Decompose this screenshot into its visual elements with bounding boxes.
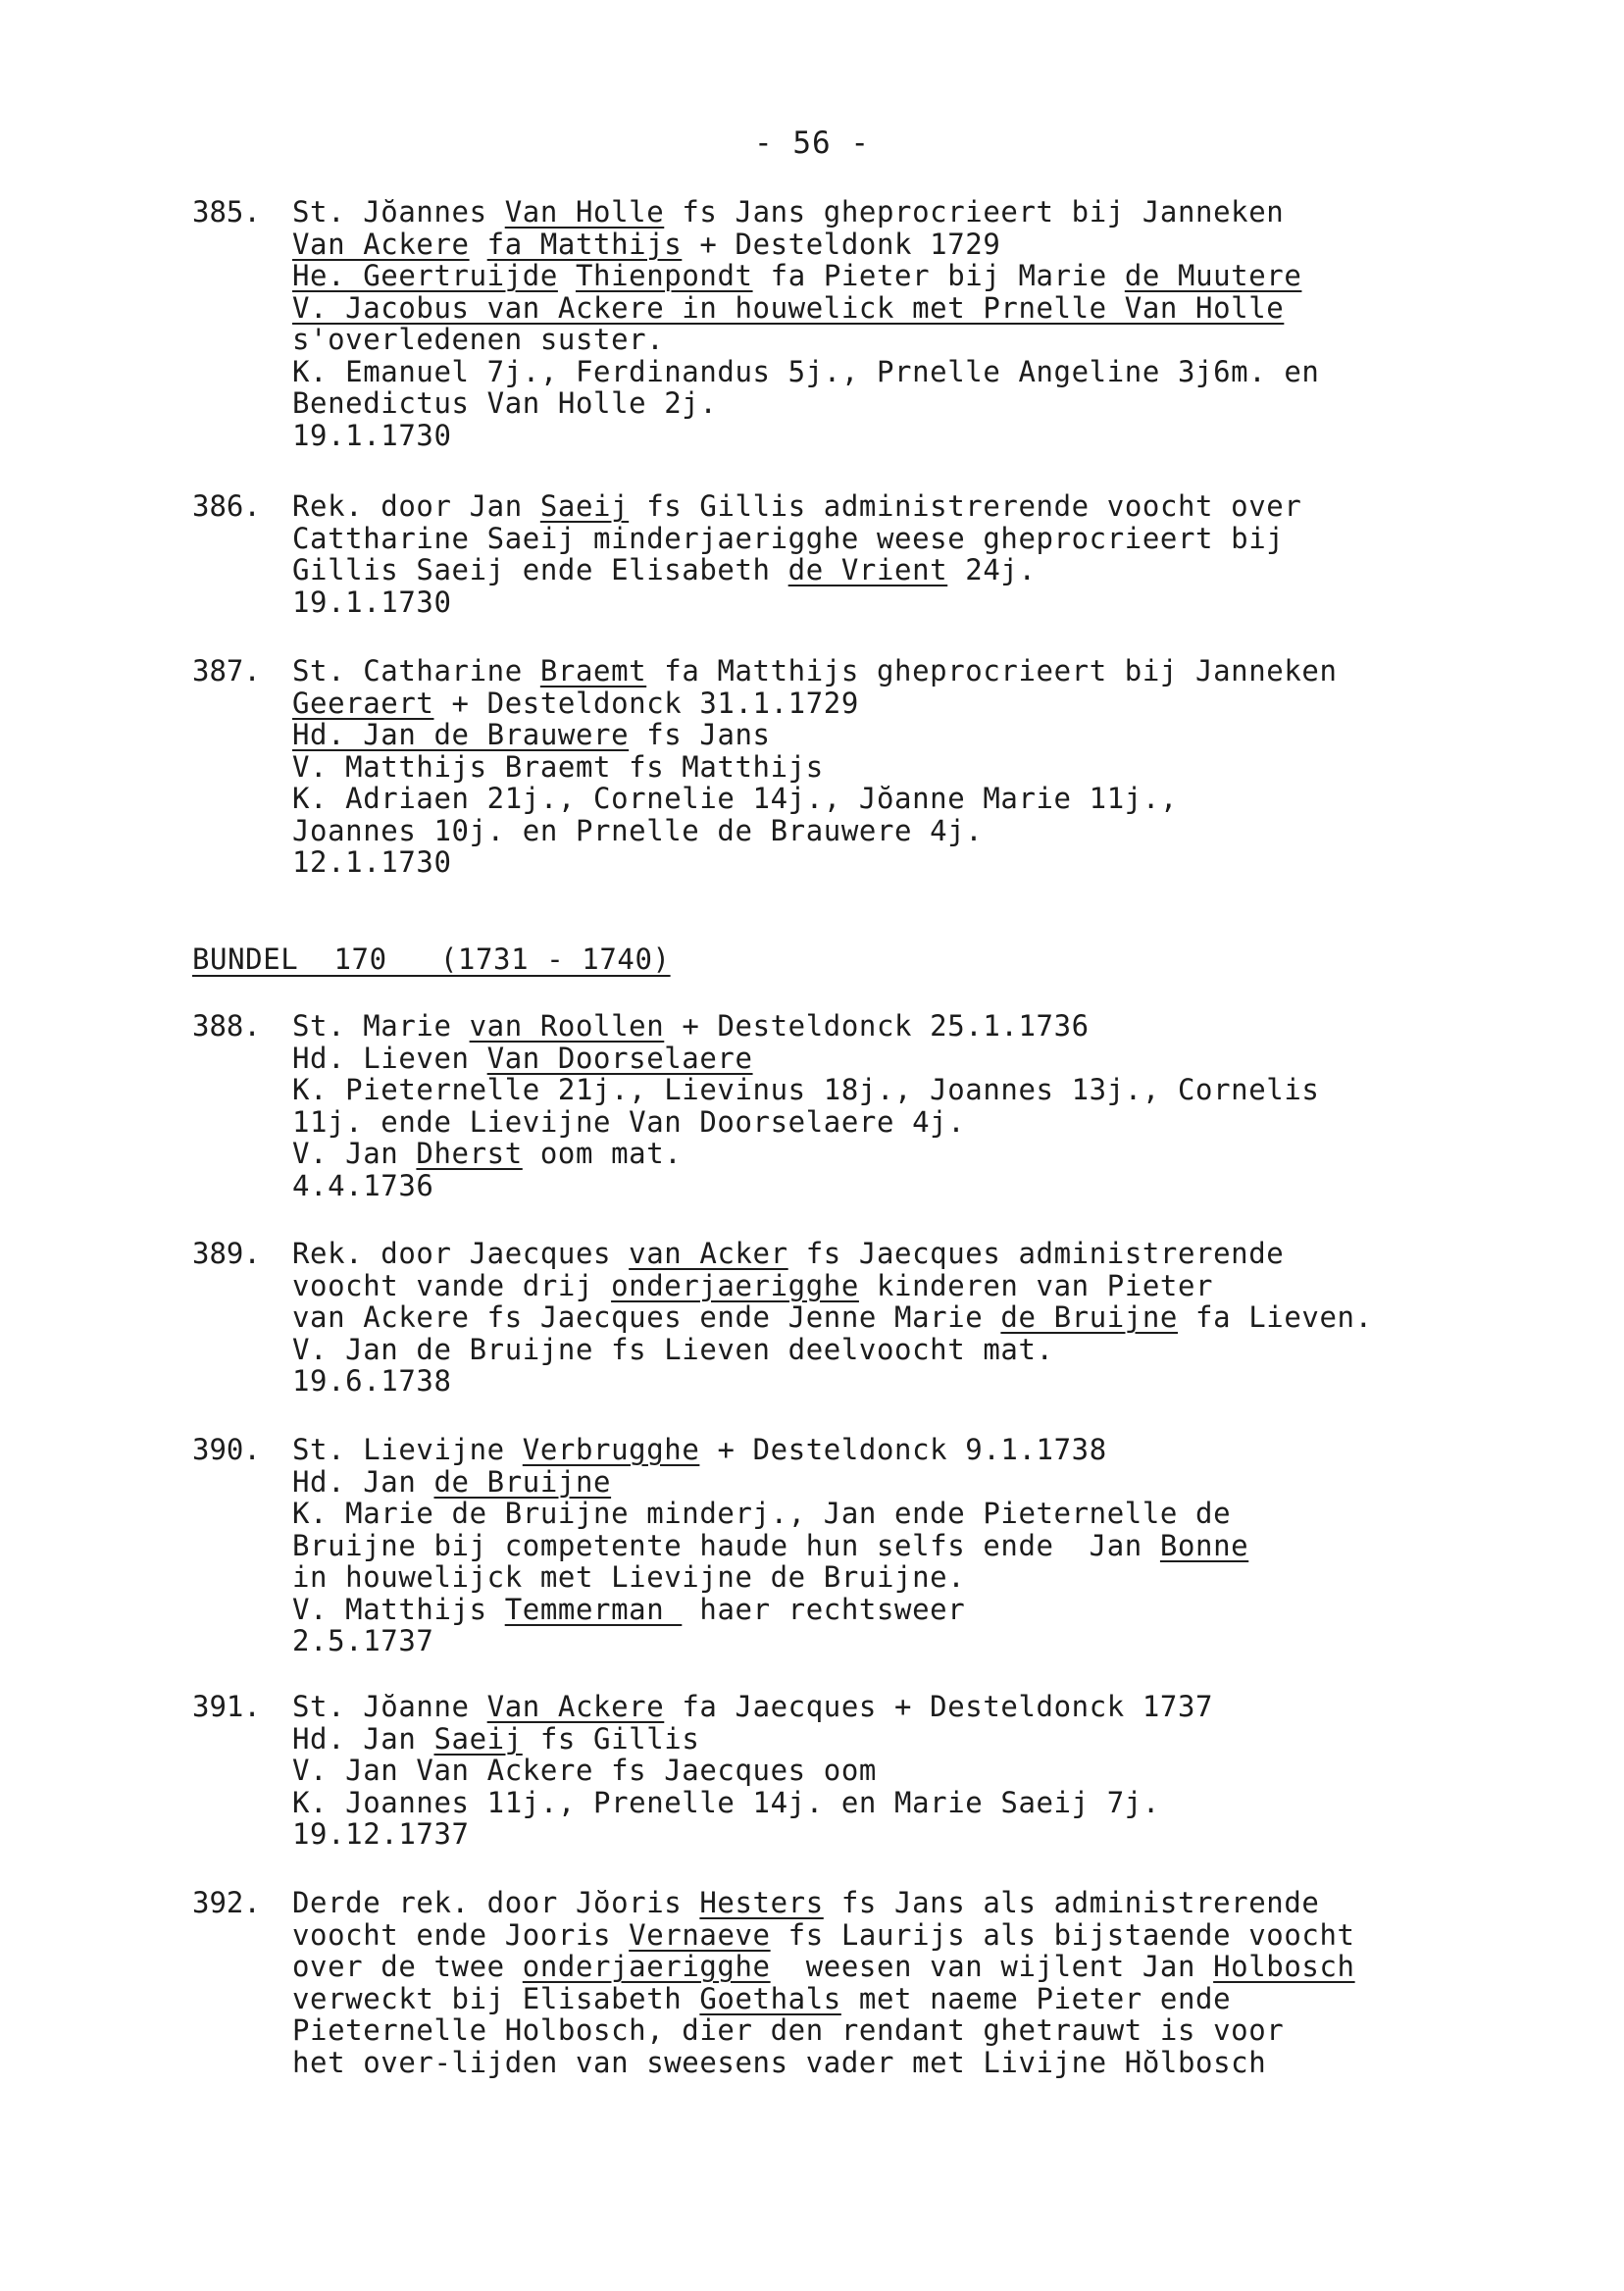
- text-segment: 19.6.1738: [292, 1364, 452, 1398]
- entry-line: [292, 1301, 1373, 1334]
- entry-number: 392.: [192, 1886, 261, 1919]
- text-segment: over de twee: [292, 1950, 523, 1983]
- text-segment: fs Jans als administrerende: [823, 1886, 1320, 1919]
- entry-line: [292, 1170, 1319, 1202]
- underlined-name: Vernaeve: [629, 1917, 771, 1952]
- text-segment: + Desteldonk 1729: [682, 227, 1001, 261]
- text-segment: fs Jaecques administrerende: [787, 1237, 1285, 1270]
- text-segment: fs Gillis administrerende voocht over: [629, 489, 1302, 523]
- underlined-name: onderjaerigghe: [522, 1950, 771, 1983]
- text-segment: V. Matthijs Braemt fs Matthijs: [292, 749, 824, 784]
- text-segment: St. Lievijne: [292, 1433, 523, 1466]
- entry-body: [292, 655, 1338, 879]
- entry-line: [292, 229, 1319, 261]
- entry-line: [292, 387, 1319, 420]
- entry-line: [292, 1530, 1248, 1562]
- text-segment: fa Pieter bij Marie: [752, 259, 1125, 292]
- underlined-name: Thienpondt: [575, 259, 753, 292]
- entry-line: [292, 523, 1301, 555]
- entry-line: [292, 751, 1338, 784]
- text-segment: 2.5.1737: [292, 1624, 434, 1657]
- entry-number: 386.: [192, 489, 261, 523]
- text-segment: fs Laurijs als bijstaende voocht: [770, 1917, 1355, 1952]
- underlined-name: de Bruijne: [1000, 1300, 1178, 1334]
- underlined-name: Van Ackere: [292, 227, 470, 261]
- text-segment: in houwelijck met Lievijne de Bruijne.: [292, 1560, 966, 1594]
- text-segment: Bruijne bij competente haude hun selfs ende Jan: [292, 1528, 1160, 1562]
- entry-line: [292, 1010, 1319, 1043]
- underlined-name: de Muutere: [1124, 259, 1302, 292]
- entry-line: [292, 1951, 1355, 1983]
- entry-line: [292, 554, 1301, 586]
- entry-line: [292, 783, 1338, 815]
- entry-line: [292, 292, 1319, 325]
- text-segment: Cattharine Saeij minderjaerigghe weese gheprocrieert bij: [292, 521, 1285, 555]
- underlined-name: Van Ackere: [486, 1690, 665, 1723]
- text-segment: K. Emanuel 7j., Ferdinandus 5j., Prnelle Angeline 3j6m. en: [292, 354, 1320, 388]
- entry-line: [292, 687, 1338, 720]
- text-segment: [558, 259, 576, 292]
- text-segment: s'overledenen suster.: [292, 323, 665, 356]
- text-segment: Benedictus Van Holle 2j.: [292, 386, 718, 420]
- underlined-name: Hesters: [699, 1886, 824, 1919]
- entry-line: [292, 815, 1338, 847]
- underlined-name: Verbrugghe: [522, 1433, 700, 1466]
- text-segment: fa Jaecques + Desteldonck 1737: [664, 1690, 1214, 1723]
- entry-number: 391.: [192, 1690, 261, 1723]
- entry-line: [292, 1594, 1248, 1626]
- text-segment: [470, 228, 487, 261]
- entry-line: [292, 2014, 1355, 2047]
- underlined-name: Saeij: [433, 1721, 523, 1756]
- entry-line: [292, 1043, 1319, 1075]
- text-segment: van Ackere fs Jaecques ende Jenne Marie: [292, 1300, 1001, 1334]
- underlined-name: van Acker: [629, 1237, 788, 1270]
- entry-line: [292, 1334, 1373, 1366]
- text-segment: haer rechtsweer: [682, 1592, 966, 1626]
- underlined-name: van Roollen: [469, 1009, 665, 1043]
- text-segment: Joannes 10j. en Prnelle de Brauwere 4j.: [292, 813, 984, 847]
- text-segment: K. Marie de Bruijne minderj., Jan ende Pieternelle de: [292, 1497, 1232, 1530]
- text-segment: voocht vande drij: [292, 1268, 612, 1302]
- text-segment: 11j. ende Lievijne Van Doorselaere 4j.: [292, 1104, 966, 1139]
- text-segment: St. Marie: [292, 1009, 470, 1043]
- text-segment: weesen van wijlent Jan: [770, 1950, 1214, 1983]
- entry-body: [292, 196, 1319, 451]
- underlined-name: Braemt: [539, 654, 647, 687]
- entry-line: [292, 1887, 1355, 1919]
- text-segment: V. Matthijs: [292, 1592, 505, 1626]
- entry-line: [292, 1561, 1248, 1594]
- entry-line: [292, 1270, 1373, 1302]
- entry-body: [292, 1691, 1213, 1851]
- entry-number: 387.: [192, 654, 261, 687]
- text-segment: + Desteldonck 31.1.1729: [433, 686, 859, 720]
- entry-number: 389.: [192, 1237, 261, 1270]
- entry-number: 390.: [192, 1433, 261, 1466]
- entry-line: [292, 1106, 1319, 1139]
- underlined-name: fa Matthijs: [486, 227, 683, 261]
- text-segment: V. Jan Van Ackere fs Jaecques oom: [292, 1754, 877, 1787]
- underlined-name: de Vrient: [787, 553, 948, 586]
- entry-line: [292, 1498, 1248, 1530]
- text-segment: K. Joannes 11j., Prenelle 14j. en Marie Saeij 7j.: [292, 1785, 1160, 1819]
- page-number: - 56 -: [754, 126, 870, 161]
- text-segment: verweckt bij Elisabeth: [292, 1981, 700, 2015]
- text-segment: kinderen van Pieter: [858, 1268, 1214, 1302]
- text-segment: Rek. door Jan: [292, 489, 540, 523]
- underlined-name: de Bruijne: [433, 1464, 612, 1499]
- text-segment: fa Lieven.: [1178, 1300, 1373, 1334]
- entry-line: [292, 1625, 1248, 1657]
- text-segment: Derde rek. door Jŏoris: [292, 1886, 700, 1919]
- entry-line: [292, 420, 1319, 452]
- entry-body: [292, 1010, 1319, 1201]
- text-segment: V. Jan de Bruijne fs Lieven deelvoocht mat.: [292, 1332, 1054, 1366]
- text-segment: 19.1.1730: [292, 418, 452, 452]
- text-segment: Gillis Saeij ende Elisabeth: [292, 553, 788, 586]
- underlined-name: Geeraert: [292, 686, 434, 720]
- text-segment: 4.4.1736: [292, 1168, 434, 1202]
- entry-line: [292, 1434, 1248, 1466]
- underlined-name: V. Jacobus van Ackere in houwelick met Prnelle Van Holle: [292, 290, 1285, 325]
- entry-body: [292, 1887, 1355, 2078]
- text-segment: het over-lijden van sweesens vader met Livijne Hŏlbosch: [292, 2045, 1267, 2079]
- text-segment: V. Jan: [292, 1137, 417, 1170]
- section-heading: BUNDEL 170 (1731 - 1740): [192, 942, 671, 976]
- entry-line: [292, 719, 1338, 751]
- underlined-name: Saeij: [539, 489, 630, 523]
- text-segment: voocht ende Jooris: [292, 1917, 630, 1952]
- text-segment: Hd. Lieven: [292, 1041, 487, 1075]
- entry-line: [292, 1466, 1248, 1499]
- text-segment: 19.12.1737: [292, 1817, 470, 1851]
- entry-line: [292, 1691, 1213, 1723]
- text-segment: + Desteldonck 25.1.1736: [664, 1009, 1090, 1043]
- text-segment: 24j.: [947, 553, 1037, 586]
- entry-line: [292, 1919, 1355, 1952]
- text-segment: K. Pieternelle 21j., Lievinus 18j., Joannes 13j., Cornelis: [292, 1073, 1320, 1106]
- entry-line: [292, 196, 1319, 229]
- entry-line: [292, 586, 1301, 619]
- text-segment: fa Matthijs gheprocrieert bij Janneken: [646, 654, 1338, 687]
- entry-line: [292, 1723, 1213, 1756]
- text-segment: Hd. Jan: [292, 1464, 434, 1499]
- underlined-name: Dherst: [416, 1137, 523, 1170]
- text-segment: Hd. Jan: [292, 1721, 434, 1756]
- entry-body: [292, 1434, 1248, 1657]
- entry-number: 388.: [192, 1009, 261, 1043]
- entry-line: [292, 324, 1319, 356]
- underlined-name: Van Holle: [504, 195, 665, 229]
- underlined-name: Bonne: [1159, 1528, 1249, 1562]
- underlined-name: Hd. Jan de Brauwere: [292, 718, 630, 751]
- text-segment: 12.1.1730: [292, 845, 452, 879]
- text-segment: met naeme Pieter ende: [840, 1981, 1232, 2015]
- entry-line: [292, 490, 1301, 523]
- text-segment: Rek. door Jaecques: [292, 1237, 630, 1270]
- text-segment: fs Gillis: [522, 1721, 700, 1756]
- entry-line: [292, 1755, 1213, 1787]
- underlined-name: Van Doorselaere: [486, 1041, 753, 1075]
- text-segment: K. Adriaen 21j., Cornelie 14j., Jŏanne Marie 11j.,: [292, 782, 1178, 815]
- text-segment: oom mat.: [522, 1137, 683, 1170]
- text-segment: 19.1.1730: [292, 585, 452, 619]
- text-segment: + Desteldonck 9.1.1738: [699, 1433, 1107, 1466]
- underlined-name: onderjaerigghe: [611, 1268, 859, 1302]
- entry-line: [292, 1238, 1373, 1270]
- entry-line: [292, 655, 1338, 687]
- text-segment: St. Jŏannes: [292, 195, 505, 229]
- text-segment: fs Jans: [629, 718, 771, 751]
- text-segment: Pieternelle Holbosch, dier den rendant ghetrauwt is voor: [292, 2013, 1285, 2047]
- entry-line: [292, 1787, 1213, 1819]
- entry-line: [292, 1983, 1355, 2015]
- entry-body: [292, 1238, 1373, 1398]
- text-segment: St. Jŏanne: [292, 1690, 487, 1723]
- entry-body: [292, 490, 1301, 618]
- entry-line: [292, 1074, 1319, 1106]
- entry-number: 385.: [192, 195, 261, 229]
- entry-line: [292, 1365, 1373, 1398]
- entry-line: [292, 2047, 1355, 2079]
- underlined-name: He. Geertruijde: [292, 259, 558, 292]
- entry-line: [292, 356, 1319, 388]
- underlined-name: Holbosch: [1213, 1950, 1355, 1983]
- entry-line: [292, 260, 1319, 292]
- text-segment: fs Jans gheprocrieert bij Janneken: [664, 195, 1285, 229]
- entry-line: [292, 1138, 1319, 1170]
- text-segment: St. Catharine: [292, 654, 540, 687]
- underlined-name: Temmerman: [504, 1592, 683, 1626]
- entry-line: [292, 846, 1338, 879]
- underlined-name: Goethals: [699, 1981, 841, 2015]
- entry-line: [292, 1818, 1213, 1851]
